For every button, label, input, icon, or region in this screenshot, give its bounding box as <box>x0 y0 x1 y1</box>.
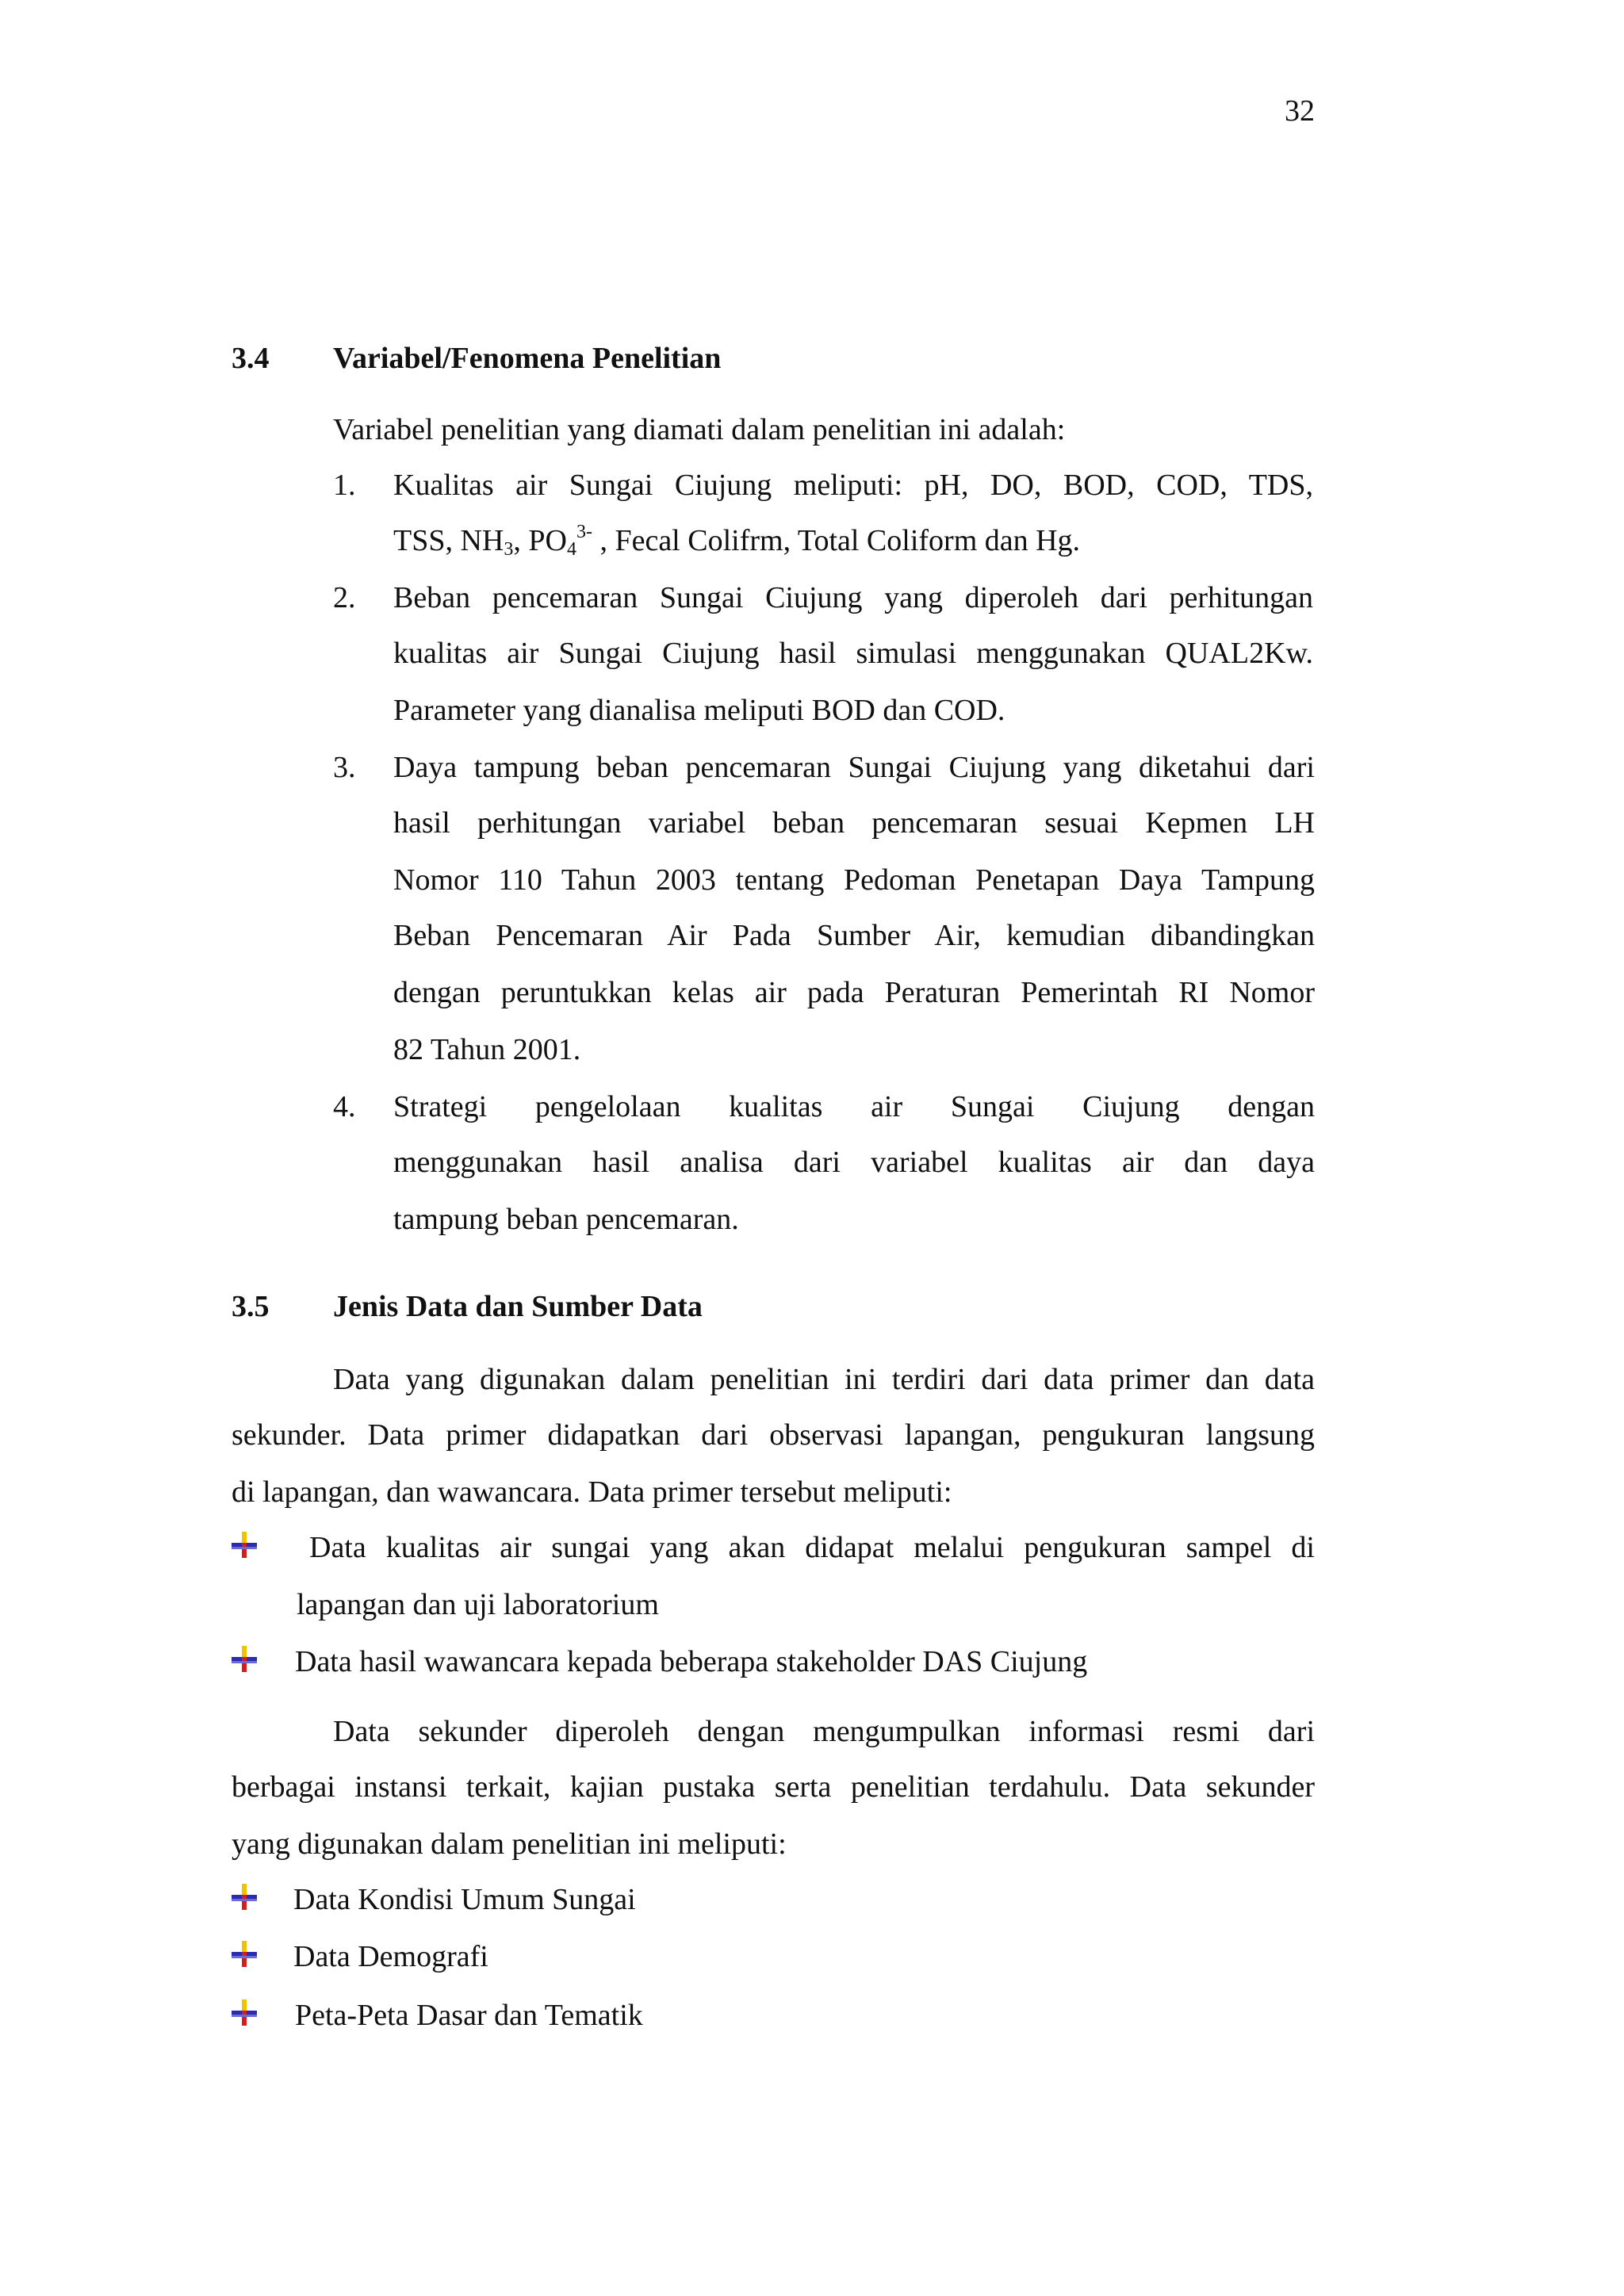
list-item-line: Beban Pencemaran Air Pada Sumber Air, kemudian dibandingkan <box>393 919 1315 952</box>
bullet-icon <box>232 1532 259 1559</box>
list-number: 2. <box>333 581 356 614</box>
section-intro: Variabel penelitian yang diamati dalam penelitian ini adalah: <box>333 413 1066 446</box>
section-title: Variabel/Fenomena Penelitian <box>333 342 722 375</box>
list-item-line: menggunakan hasil analisa dari variabel kualitas air dan daya <box>393 1146 1315 1179</box>
list-item-line: kualitas air Sungai Ciujung hasil simulasi menggunakan QUAL2Kw. <box>393 637 1313 670</box>
bullet-item-line: Peta-Peta Dasar dan Tematik <box>295 1999 643 2032</box>
list-item-line: Kualitas air Sungai Ciujung meliputi: pH, DO, BOD, COD, TDS, <box>393 469 1313 502</box>
list-number: 3. <box>333 751 356 784</box>
bullet-item-line: Data Demografi <box>293 1940 488 1973</box>
list-item-line: Nomor 110 Tahun 2003 tentang Pedoman Penetapan Daya Tampung <box>393 863 1315 897</box>
paragraph-line: Data yang digunakan dalam penelitian ini terdiri dari data primer dan data <box>333 1363 1315 1396</box>
section-number: 3.5 <box>232 1290 270 1323</box>
paragraph-line: di lapangan, dan wawancara. Data primer tersebut meliputi: <box>232 1475 952 1509</box>
bullet-icon <box>232 1646 259 1673</box>
bullet-item-line: lapangan dan uji laboratorium <box>297 1588 659 1621</box>
paragraph-line: yang digunakan dalam penelitian ini meliputi: <box>232 1827 787 1861</box>
list-item-line: TSS, $NH_3$, $PO_4^{3-}$ , Fecal Colifrm, Total Coliform dan Hg. <box>393 522 1081 560</box>
paragraph-line: sekunder. Data primer didapatkan dari observasi lapangan, pengukuran langsung <box>232 1418 1315 1452</box>
page-number: 32 <box>1285 94 1315 128</box>
bullet-icon <box>232 1999 259 2026</box>
bullet-item-line: Data hasil wawancara kepada beberapa stakeholder DAS Ciujung <box>295 1645 1088 1678</box>
list-item-line: hasil perhitungan variabel beban pencemaran sesuai Kepmen LH <box>393 806 1315 840</box>
bullet-icon <box>232 1884 259 1911</box>
list-item-line: Strategi pengelolaan kualitas air Sungai Ciujung dengan <box>393 1090 1315 1123</box>
bullet-item-line: Data kualitas air sungai yang akan didapat melalui pengukuran sampel di <box>309 1531 1315 1564</box>
list-item-line: Parameter yang dianalisa meliputi BOD dan COD. <box>393 694 1005 727</box>
bullet-item-line: Data Kondisi Umum Sungai <box>293 1883 636 1916</box>
list-number: 4. <box>333 1090 356 1123</box>
bullet-icon <box>232 1941 259 1968</box>
section-title: Jenis Data dan Sumber Data <box>333 1290 703 1323</box>
section-number: 3.4 <box>232 342 270 375</box>
list-item-line: 82 Tahun 2001. <box>393 1033 581 1066</box>
list-number: 1. <box>333 469 356 502</box>
paragraph-line: Data sekunder diperoleh dengan mengumpulkan informasi resmi dari <box>333 1715 1315 1748</box>
list-item-line: tampung beban pencemaran. <box>393 1203 739 1236</box>
list-item-line: Beban pencemaran Sungai Ciujung yang diperoleh dari perhitungan <box>393 581 1313 614</box>
list-item-line: Daya tampung beban pencemaran Sungai Ciujung yang diketahui dari <box>393 751 1315 784</box>
list-item-line: dengan peruntukkan kelas air pada Peraturan Pemerintah RI Nomor <box>393 976 1315 1009</box>
paragraph-line: berbagai instansi terkait, kajian pustaka serta penelitian terdahulu. Data sekunder <box>232 1770 1315 1804</box>
